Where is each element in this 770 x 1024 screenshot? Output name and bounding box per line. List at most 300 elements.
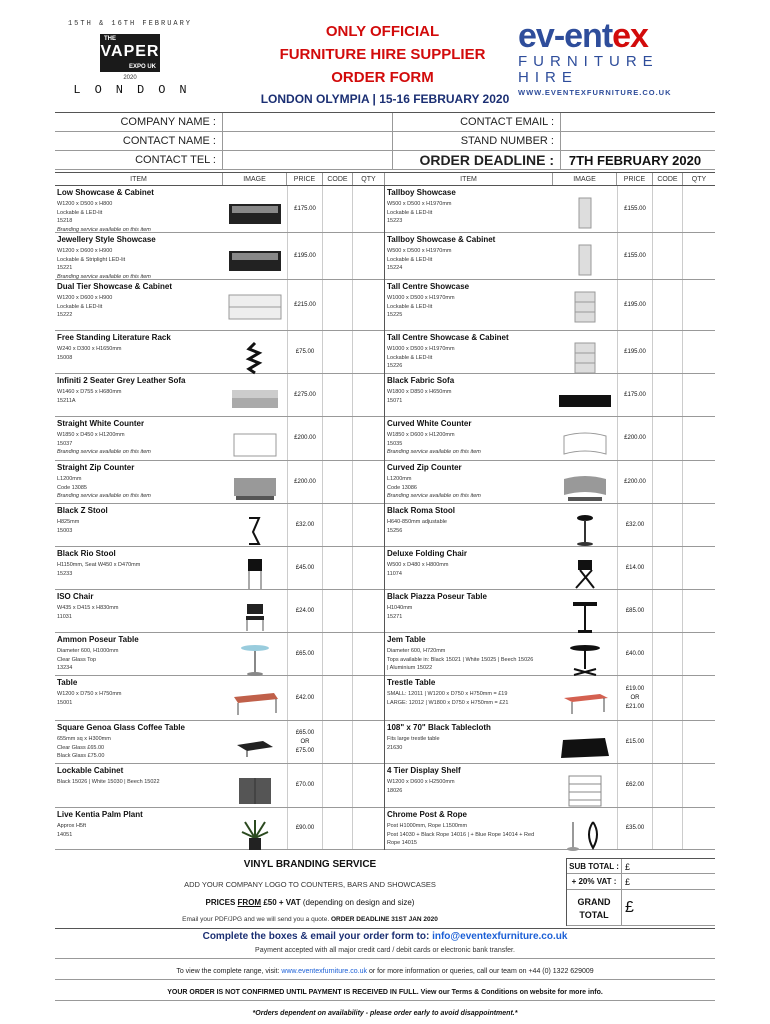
product-name: Tallboy Showcase & Cabinet xyxy=(387,235,496,244)
product-description xyxy=(57,200,222,234)
product-spec-line: Approx H5ft xyxy=(57,823,87,829)
product-row xyxy=(55,374,384,417)
quantity-field[interactable] xyxy=(353,417,385,460)
code-field[interactable] xyxy=(323,186,353,232)
product-spec-line: Clear Glass Top xyxy=(57,656,97,663)
showcase-icon xyxy=(225,245,285,275)
contact-email-field[interactable] xyxy=(561,113,715,131)
contact-row-2 xyxy=(55,132,715,151)
quantity-field[interactable] xyxy=(353,676,385,720)
poseur-table-icon xyxy=(225,645,285,675)
code-field[interactable] xyxy=(653,331,683,373)
product-price xyxy=(617,676,653,720)
bottom-info xyxy=(55,928,715,1017)
product-spec-line: SMALL: 12011 | W1200 x D750 x H750mm = £19 xyxy=(387,691,508,697)
eventex-brand xyxy=(518,18,718,54)
code-field[interactable] xyxy=(323,633,353,675)
col-image: IMAGE xyxy=(223,173,287,185)
product-name: Straight White Counter xyxy=(57,419,145,428)
zip-counter-icon xyxy=(225,473,285,503)
product-name: 4 Tier Display Shelf xyxy=(387,766,461,775)
product-spec-line: H825mm xyxy=(57,519,80,525)
product-description xyxy=(57,388,222,405)
counter-icon xyxy=(225,429,285,459)
product-price: £32.00 xyxy=(287,504,323,546)
product-name: Square Genoa Glass Coffee Table xyxy=(57,723,185,732)
product-spec-line: 15218 xyxy=(57,218,73,224)
chair-icon xyxy=(225,602,285,632)
vaper-expo: EXPO UK xyxy=(128,64,156,70)
stool-icon xyxy=(225,516,285,546)
product-row xyxy=(385,676,715,721)
quantity-field[interactable] xyxy=(353,590,385,632)
code-field[interactable] xyxy=(323,504,353,546)
subtotal-field[interactable]: £ xyxy=(625,862,631,872)
vaper-year: 2020 xyxy=(123,75,137,81)
code-field[interactable] xyxy=(323,461,353,503)
code-field[interactable] xyxy=(653,233,683,279)
product-name: Black Roma Stool xyxy=(387,506,456,515)
email-instruction-text: Complete the boxes & email your order form to: xyxy=(202,931,433,942)
code-field[interactable] xyxy=(653,808,683,849)
payment-note: Payment accepted with all major credit card / debit cards or electronic bank transfer. xyxy=(255,947,515,954)
product-spec-line: 15222 xyxy=(57,312,73,318)
product-description xyxy=(57,778,222,787)
product-spec-line: L1200mm xyxy=(387,476,412,482)
product-name: Lockable Cabinet xyxy=(57,766,124,775)
product-price: £195.00 xyxy=(617,280,653,330)
product-spec-line: Black 15026 | White 15030 | Beech 15022 xyxy=(57,779,160,785)
col-item-right: ITEM xyxy=(385,173,553,185)
contact-row-1 xyxy=(55,113,715,132)
product-row xyxy=(385,721,715,764)
tall-showcase-icon xyxy=(555,343,615,373)
form-title xyxy=(260,20,505,89)
vinyl-depending: (depending on design and size) xyxy=(300,898,415,907)
title-line-1: ONLY OFFICIAL xyxy=(325,23,440,40)
product-spec-line: 15226 xyxy=(387,363,403,369)
quantity-field[interactable] xyxy=(683,417,715,460)
code-field[interactable] xyxy=(653,547,683,589)
product-row xyxy=(55,233,384,280)
vinyl-amount: £50 + VAT xyxy=(261,898,301,907)
vinyl-title: VINYL BRANDING SERVICE xyxy=(243,859,377,870)
quantity-field[interactable] xyxy=(353,331,385,373)
piazza-table-icon xyxy=(555,602,615,632)
product-row xyxy=(55,547,384,590)
product-row xyxy=(55,633,384,676)
contact-phone: or for more information or queries, call our team on +44 (0) 1322 629009 xyxy=(367,968,594,975)
vat-field[interactable]: £ xyxy=(625,877,631,887)
product-price: £35.00 xyxy=(617,808,653,849)
cabinet-icon xyxy=(225,776,285,806)
quantity-field[interactable] xyxy=(353,721,385,763)
curved-counter-icon xyxy=(555,429,615,459)
code-field[interactable] xyxy=(653,721,683,763)
tall-showcase-icon xyxy=(555,292,615,322)
product-price: £200.00 xyxy=(287,417,323,460)
code-field[interactable] xyxy=(323,808,353,849)
col-image-right: IMAGE xyxy=(553,173,617,185)
product-name: Table xyxy=(57,678,78,687)
product-description xyxy=(57,561,222,578)
quantity-field[interactable] xyxy=(683,633,715,675)
product-spec-line: Lockable & Striplight LED-lit xyxy=(57,256,126,263)
literature-rack-icon xyxy=(225,343,285,373)
product-price: £45.00 xyxy=(287,547,323,589)
product-spec-line: Rope 14015 xyxy=(387,840,417,846)
product-spec-line: Diameter 600, H720mm xyxy=(387,648,446,654)
availability-note: *Orders dependent on availability - please order early to avoid disappointment.* xyxy=(252,1010,518,1017)
product-name: Free Standing Literature Rack xyxy=(57,333,171,342)
product-description xyxy=(387,604,552,621)
quantity-field[interactable] xyxy=(353,374,385,416)
product-spec-line: 15221 xyxy=(57,265,73,271)
col-qty: QTY xyxy=(353,173,385,185)
product-description xyxy=(387,647,552,673)
product-row xyxy=(55,808,384,850)
code-field[interactable] xyxy=(323,676,353,720)
col-code: CODE xyxy=(323,173,353,185)
vinyl-branding xyxy=(55,858,565,923)
product-price: £75.00 xyxy=(287,331,323,373)
vinyl-prices: PRICES xyxy=(205,898,238,907)
product-spec-line: H1040mm xyxy=(387,605,413,611)
glass-showcase-icon xyxy=(225,292,285,322)
quantity-field[interactable] xyxy=(353,808,385,849)
product-name: Deluxe Folding Chair xyxy=(387,549,468,558)
stand-number-field[interactable] xyxy=(561,132,715,150)
product-row xyxy=(55,331,384,374)
product-description xyxy=(57,294,222,320)
product-price: £62.00 xyxy=(617,764,653,807)
product-price: £65.00 xyxy=(287,633,323,675)
product-name: Tall Centre Showcase xyxy=(387,282,470,291)
product-row xyxy=(385,504,715,547)
product-name: 108" x 70" Black Tablecloth xyxy=(387,723,491,732)
product-name: Low Showcase & Cabinet xyxy=(57,188,154,197)
product-description xyxy=(387,778,552,795)
code-field[interactable] xyxy=(323,721,353,763)
header xyxy=(0,0,770,112)
vaper-dates: 15TH & 16TH FEBRUARY xyxy=(67,20,192,28)
code-field[interactable] xyxy=(653,280,683,330)
contact-name-label: CONTACT NAME : xyxy=(55,132,223,150)
col-code-right: CODE xyxy=(653,173,683,185)
col-qty-right: QTY xyxy=(691,176,707,183)
product-name: Jewellery Style Showcase xyxy=(57,235,156,244)
product-spec-line: W1200 x D600 x H900 xyxy=(57,248,113,254)
divider xyxy=(55,979,715,980)
code-field[interactable] xyxy=(653,633,683,675)
code-field[interactable] xyxy=(653,186,683,232)
product-spec-line: Lockable & LED-lit xyxy=(57,209,103,216)
vinyl-line-1: ADD YOUR COMPANY LOGO TO COUNTERS, BARS AND SHOWCASES xyxy=(184,880,436,889)
product-spec-line: 15071 xyxy=(387,397,403,404)
product-spec-line: H1150mm, Seat W450 x D470mm xyxy=(57,562,141,568)
quantity-field[interactable] xyxy=(353,233,385,279)
branding-note: Branding service available on this item xyxy=(387,449,481,455)
product-price: £14.00 xyxy=(617,547,653,589)
product-spec-line: Post H1000mm, Rope L1500mm xyxy=(387,823,468,829)
product-description xyxy=(387,822,552,848)
vinyl-line-2 xyxy=(55,898,565,907)
quantity-field[interactable] xyxy=(683,808,715,849)
product-description xyxy=(57,431,222,457)
item-columns xyxy=(55,186,715,850)
product-name: Black Piazza Poseur Table xyxy=(387,592,487,601)
vaper-city: LONDON xyxy=(73,83,201,97)
product-description xyxy=(387,345,552,371)
product-spec-line: 15008 xyxy=(57,354,73,361)
column-headers xyxy=(55,172,715,186)
product-spec-line: Black Glass £75.00 xyxy=(57,753,105,759)
product-spec-line: W1850 x D450 x H1200mm xyxy=(57,432,125,438)
product-price: £32.00 xyxy=(617,504,653,546)
product-spec-line: | Aluminium 15022 xyxy=(387,665,433,671)
product-name: Infiniti 2 Seater Grey Leather Sofa xyxy=(57,376,186,385)
vat-row xyxy=(567,874,715,890)
quantity-field[interactable] xyxy=(683,547,715,589)
grand-word: GRAND xyxy=(577,897,611,907)
product-spec-line: 15224 xyxy=(387,265,403,271)
product-name: Black Z Stool xyxy=(57,506,108,515)
product-row xyxy=(55,417,384,461)
product-description xyxy=(57,247,222,281)
product-name: Live Kentia Palm Plant xyxy=(57,810,143,819)
website-link[interactable]: www.eventexfurniture.co.uk xyxy=(281,968,367,975)
product-price: £215.00 xyxy=(287,280,323,330)
quantity-field[interactable] xyxy=(353,764,385,807)
code-field[interactable] xyxy=(323,764,353,807)
quantity-field[interactable] xyxy=(683,374,715,416)
tablecloth-icon xyxy=(555,733,615,763)
divider xyxy=(55,1000,715,1001)
quantity-field[interactable] xyxy=(683,461,715,503)
tallboy-icon xyxy=(555,198,615,228)
product-spec-line: Post 14030 + Black Rope 14016 | + Blue Rope 14014 + Red xyxy=(387,831,535,838)
product-name: Chrome Post & Rope xyxy=(387,810,468,819)
vaper-the: THE xyxy=(104,36,116,42)
product-row xyxy=(385,808,715,850)
product-description xyxy=(57,475,222,501)
quantity-field[interactable] xyxy=(683,280,715,330)
shelf-icon xyxy=(555,776,615,806)
subtotal-label: SUB TOTAL : xyxy=(567,859,622,873)
product-spec-line: 15225 xyxy=(387,312,403,318)
product-spec-line: Lockable & LED-lit xyxy=(387,303,433,310)
quantity-field[interactable] xyxy=(683,590,715,632)
product-spec-line: W1460 x D755 x H680mm xyxy=(57,389,122,395)
code-field[interactable] xyxy=(323,547,353,589)
product-description xyxy=(387,518,552,535)
product-spec-line: Lockable & LED-lit xyxy=(387,209,433,216)
contact-row-3 xyxy=(55,151,715,170)
vaper-logo-box xyxy=(100,34,160,72)
product-description xyxy=(57,345,222,362)
branding-note: Branding service available on this item xyxy=(387,493,481,499)
product-description xyxy=(387,388,552,405)
product-row xyxy=(55,280,384,331)
order-deadline-value: 7TH FEBRUARY 2020 xyxy=(568,153,702,168)
grand-total-row xyxy=(567,890,715,926)
product-name: Ammon Poseur Table xyxy=(57,635,139,644)
code-field[interactable] xyxy=(653,417,683,460)
quantity-field[interactable] xyxy=(353,186,385,232)
post-rope-icon xyxy=(555,820,615,850)
product-row xyxy=(385,280,715,331)
product-price: £200.00 xyxy=(617,461,653,503)
product-name: Black Fabric Sofa xyxy=(387,376,455,385)
product-price: £40.00 xyxy=(617,633,653,675)
product-spec-line: Clear Glass £65.00 xyxy=(57,744,105,751)
curved-zip-icon xyxy=(555,473,615,503)
quantity-field[interactable] xyxy=(683,186,715,232)
product-price xyxy=(287,721,323,763)
product-spec-line: W1200 x D750 x H750mm xyxy=(57,691,122,697)
product-price: £24.00 xyxy=(287,590,323,632)
product-spec-line: 18026 xyxy=(387,787,403,794)
contact-tel-field[interactable] xyxy=(223,151,393,169)
totals-box xyxy=(566,858,715,926)
col-price-right: PRICE xyxy=(617,173,653,185)
quantity-field[interactable] xyxy=(683,233,715,279)
payment-terms: YOUR ORDER IS NOT CONFIRMED UNTIL PAYMENT IS RECEIVED IN FULL. View our Terms & Conditions on website for more info. xyxy=(167,989,603,996)
code-field[interactable] xyxy=(653,504,683,546)
product-spec-line: 15256 xyxy=(387,527,403,534)
code-field[interactable] xyxy=(323,331,353,373)
quantity-field[interactable] xyxy=(683,721,715,763)
product-row xyxy=(385,233,715,280)
quantity-field[interactable] xyxy=(353,547,385,589)
quantity-field[interactable] xyxy=(353,504,385,546)
product-row xyxy=(55,504,384,547)
code-field[interactable] xyxy=(653,764,683,807)
product-spec-line: Code 13086 xyxy=(387,484,417,491)
product-description xyxy=(387,561,552,578)
product-description xyxy=(57,518,222,535)
code-field[interactable] xyxy=(323,590,353,632)
product-spec-line: Tops available in: Black 15021 | White 15025 | Beech 15026 xyxy=(387,656,534,663)
product-spec-line: 15233 xyxy=(57,570,73,577)
product-row xyxy=(385,331,715,374)
product-spec-line: L1200mm xyxy=(57,476,82,482)
product-name: Dual Tier Showcase & Cabinet xyxy=(57,282,172,291)
product-price: £195.00 xyxy=(287,233,323,279)
product-description xyxy=(387,475,552,501)
product-description xyxy=(57,822,222,839)
product-spec-line: W1200 x D600 x H900 xyxy=(57,295,113,301)
code-field[interactable] xyxy=(323,280,353,330)
product-spec-line: W1800 x D850 x H650mm xyxy=(387,389,452,395)
code-field[interactable] xyxy=(323,374,353,416)
product-price: £42.00 xyxy=(287,676,323,720)
product-spec-line: 15035 xyxy=(387,440,403,447)
col-price: PRICE xyxy=(287,173,323,185)
product-description xyxy=(387,294,552,320)
code-field[interactable] xyxy=(323,233,353,279)
product-row xyxy=(385,633,715,676)
event-subtitle: LONDON OLYMPIA | 15-16 FEBRUARY 2020 xyxy=(260,92,510,106)
product-price: £85.00 xyxy=(617,590,653,632)
product-spec-line: LARGE: 12012 | W1800 x D750 x H750mm = £21 xyxy=(387,699,509,706)
tallboy-icon xyxy=(555,245,615,275)
trestle-table-icon xyxy=(555,688,615,718)
price-option: £75.00 xyxy=(295,747,315,754)
product-price: £195.00 xyxy=(617,331,653,373)
product-row xyxy=(385,547,715,590)
contact-name-field[interactable] xyxy=(223,132,393,150)
product-spec-line: 15211A xyxy=(57,397,76,404)
email-instruction xyxy=(55,931,715,942)
quantity-field[interactable] xyxy=(683,764,715,807)
product-price: £15.00 xyxy=(617,721,653,763)
jem-table-icon xyxy=(555,645,615,675)
code-field[interactable] xyxy=(323,417,353,460)
product-spec-line: Lockable & LED-lit xyxy=(387,256,433,263)
bar-stool-icon xyxy=(225,559,285,589)
product-spec-line: 14051 xyxy=(57,831,73,838)
quantity-field[interactable] xyxy=(353,280,385,330)
code-field[interactable] xyxy=(653,676,683,720)
grand-total-field[interactable]: £ xyxy=(625,899,634,916)
product-description xyxy=(57,604,222,621)
quantity-field[interactable] xyxy=(683,504,715,546)
total-word: TOTAL xyxy=(579,910,609,920)
product-spec-line: Diameter 600, H1000mm xyxy=(57,648,119,654)
code-field[interactable] xyxy=(653,461,683,503)
code-field[interactable] xyxy=(653,590,683,632)
product-description xyxy=(387,735,552,752)
quantity-field[interactable] xyxy=(353,461,385,503)
product-row xyxy=(55,721,384,764)
product-row xyxy=(55,461,384,504)
product-description xyxy=(57,735,222,761)
eventex-logo xyxy=(518,18,718,97)
product-description xyxy=(387,431,552,457)
company-name-field[interactable] xyxy=(223,113,393,131)
product-spec-line: W435 x D415 x H830mm xyxy=(57,605,119,611)
product-price: £90.00 xyxy=(287,808,323,849)
branding-note: Branding service available on this item xyxy=(57,493,151,499)
product-row xyxy=(55,764,384,808)
product-name: Curved Zip Counter xyxy=(387,463,462,472)
code-field[interactable] xyxy=(653,374,683,416)
product-description xyxy=(387,200,552,226)
brand-part-b: ex xyxy=(612,17,648,55)
product-price: £200.00 xyxy=(287,461,323,503)
range-note xyxy=(55,968,715,975)
price-option: OR xyxy=(630,694,640,701)
product-row xyxy=(55,676,384,721)
product-spec-line: 15037 xyxy=(57,440,73,447)
brand-part-a: ev-ent xyxy=(518,17,613,55)
subtotal-row xyxy=(567,858,715,874)
email-link[interactable]: info@eventexfurniture.co.uk xyxy=(432,931,568,942)
product-price: £155.00 xyxy=(617,186,653,232)
product-price: £200.00 xyxy=(617,417,653,460)
product-spec-line: Code 13085 xyxy=(57,484,87,491)
quantity-field[interactable] xyxy=(683,676,715,720)
left-item-column xyxy=(55,186,385,850)
vat-label: + 20% VAT : xyxy=(567,874,622,889)
quantity-field[interactable] xyxy=(683,331,715,373)
title-line-3: ORDER FORM xyxy=(331,69,434,86)
product-name: ISO Chair xyxy=(57,592,94,601)
product-row xyxy=(385,764,715,808)
product-price: £155.00 xyxy=(617,233,653,279)
quantity-field[interactable] xyxy=(353,633,385,675)
